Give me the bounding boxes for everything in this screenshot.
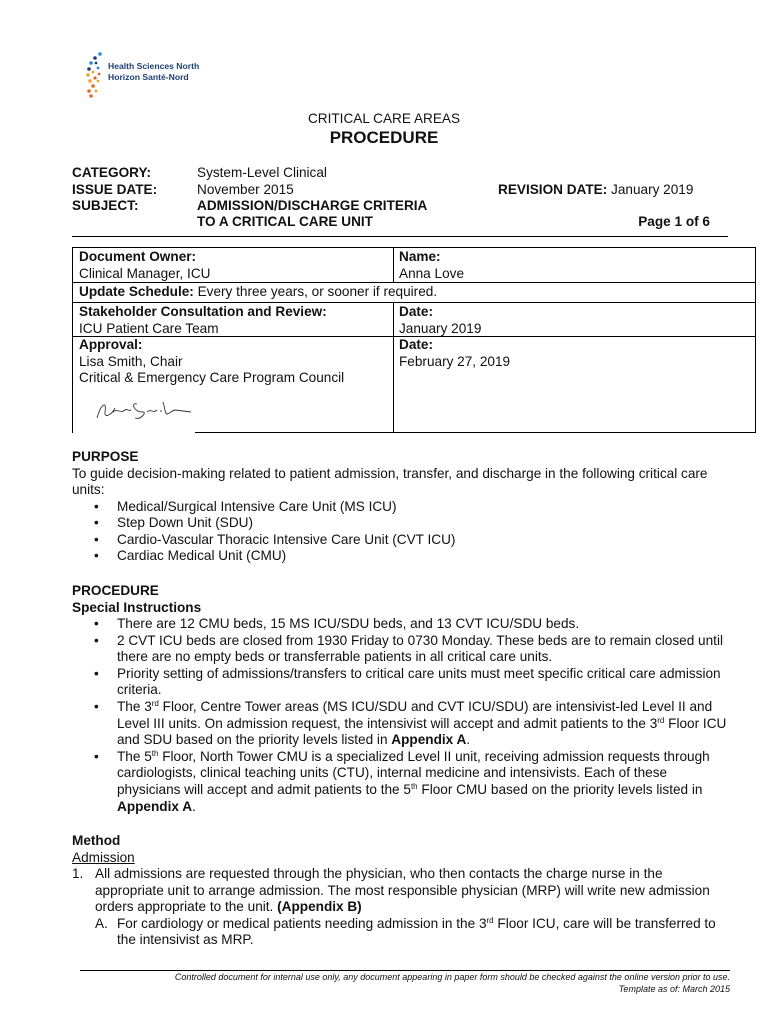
method-step-1 bbox=[72, 866, 732, 916]
document-control-table bbox=[72, 247, 756, 433]
procedure-heading: PROCEDURE bbox=[72, 583, 159, 598]
special-instructions-heading: Special Instructions bbox=[72, 599, 202, 615]
stakeholder-value: ICU Patient Care Team bbox=[79, 320, 219, 336]
step-number: 1. bbox=[72, 866, 84, 882]
list-item: • Cardio-Vascular Thoracic Intensive Care Unit (CVT ICU) bbox=[72, 532, 732, 549]
stakeholder-label: Stakeholder Consultation and Review: bbox=[79, 304, 327, 319]
name-value: Anna Love bbox=[399, 265, 465, 281]
appendix-a-ref: Appendix A bbox=[117, 798, 193, 814]
schedule-label: Update Schedule: bbox=[79, 284, 194, 299]
list-item: • Step Down Unit (SDU) bbox=[72, 515, 732, 532]
footer-template-date: Template as of: March 2015 bbox=[618, 984, 730, 994]
subject-line-1: ADMISSION/DISCHARGE CRITERIA bbox=[197, 198, 428, 213]
list-item bbox=[72, 749, 732, 815]
approval-label: Approval: bbox=[79, 337, 143, 352]
method-section bbox=[72, 833, 732, 949]
header-divider bbox=[72, 236, 728, 237]
owner-cell bbox=[73, 248, 393, 283]
subject-label: SUBJECT: bbox=[72, 198, 139, 213]
step-1-text: All admissions are requested through the physician, who then contacts the charge nurse in the appropriate unit to arrange admission. The most responsible physician (MRP) will write new admission orders appropriate to the unit. bbox=[95, 866, 710, 915]
list-item: • Cardiac Medical Unit (CMU) bbox=[72, 548, 732, 565]
b4-b: Floor, Centre Tower areas (MS ICU/SDU and CVT ICU/SDU) are intensivist-led Level II and Level III units. On admission request, the intensivist will accept and admit patients to the 3 bbox=[117, 699, 713, 731]
name-label: Name: bbox=[399, 249, 441, 264]
footer-disclaimer: Controlled document for internal use only, any document appearing in paper form should be checked against the online version prior to use. bbox=[174, 972, 730, 982]
stakeholder-cell bbox=[73, 303, 393, 338]
purpose-heading: PURPOSE bbox=[72, 449, 139, 464]
logo-line-en: Health Sciences North bbox=[108, 61, 200, 71]
footer-divider bbox=[80, 970, 730, 971]
list-item: • Medical/Surgical Intensive Care Unit (MS ICU) bbox=[72, 499, 732, 516]
revision-value: January 2019 bbox=[611, 182, 694, 197]
approval-date-value: February 27, 2019 bbox=[399, 353, 511, 369]
table-corner-gap bbox=[73, 431, 195, 435]
list-item: • Priority setting of admissions/transfers to critical care units must meet specific critical care admission criteria. bbox=[72, 666, 732, 699]
step-a-text-b: Floor ICU, care will be transferred to the intensivist as MRP. bbox=[117, 915, 716, 948]
b5-sup2: th bbox=[410, 781, 418, 791]
b4-sup2: rd bbox=[657, 715, 665, 725]
purpose-section bbox=[72, 449, 732, 565]
page-number: Page 1 of 6 bbox=[638, 214, 710, 229]
revision-date bbox=[498, 182, 693, 199]
approval-date-cell bbox=[393, 336, 755, 371]
owner-label: Document Owner: bbox=[79, 249, 197, 264]
list-item bbox=[72, 699, 732, 749]
category-value: System-Level Clinical bbox=[197, 165, 327, 180]
schedule-cell bbox=[73, 283, 755, 302]
signature-image bbox=[91, 394, 196, 424]
b4-end: . bbox=[466, 732, 471, 748]
b5-sup1: th bbox=[151, 748, 159, 758]
method-heading: Method bbox=[72, 833, 121, 848]
revision-label: REVISION DATE: bbox=[498, 182, 608, 197]
schedule-value: Every three years, or sooner if required. bbox=[197, 284, 438, 299]
unit-list bbox=[72, 499, 732, 565]
appendix-a-ref: Appendix A bbox=[391, 732, 467, 748]
issue-date-label: ISSUE DATE: bbox=[72, 182, 158, 197]
instructions-list bbox=[72, 616, 732, 815]
logo-dots-icon bbox=[84, 50, 110, 100]
method-step-1a bbox=[72, 916, 732, 949]
purpose-text: To guide decision-making related to patient admission, transfer, and discharge in the following critical care units: bbox=[72, 465, 708, 498]
b5-end: . bbox=[192, 798, 196, 814]
list-item: • 2 CVT ICU beds are closed from 1930 Friday to 0730 Monday. These beds are to remain closed until there are no empty beds or transferrable patients in all critical care units. bbox=[72, 633, 732, 666]
approval-cell bbox=[73, 336, 393, 388]
review-date-cell bbox=[393, 303, 755, 338]
approver-name: Lisa Smith, Chair bbox=[79, 353, 183, 369]
subject-line-2: TO A CRITICAL CARE UNIT bbox=[197, 214, 373, 229]
area-heading: CRITICAL CARE AREAS bbox=[307, 111, 461, 126]
step-a-text-a: For cardiology or medical patients needing admission in the 3 bbox=[117, 915, 487, 931]
review-date-label: Date: bbox=[399, 304, 433, 319]
issue-date-value: November 2015 bbox=[197, 182, 294, 197]
name-cell bbox=[393, 248, 755, 283]
b4-c: Floor ICU and SDU based on the priority levels listed in bbox=[117, 715, 727, 748]
review-date-value: January 2019 bbox=[399, 320, 482, 336]
b5-a: The 5 bbox=[117, 748, 152, 764]
admission-heading: Admission bbox=[72, 849, 135, 865]
step-a-sup: rd bbox=[486, 915, 494, 925]
owner-value: Clinical Manager, ICU bbox=[79, 265, 211, 281]
logo-line-fr: Horizon Santé-Nord bbox=[108, 72, 189, 82]
hospital-logo bbox=[84, 50, 234, 100]
b5-c: Floor CMU based on the priority levels listed in bbox=[417, 781, 703, 797]
approval-date-label: Date: bbox=[399, 337, 433, 352]
page-title: PROCEDURE bbox=[329, 128, 439, 147]
step-letter: A. bbox=[95, 915, 108, 931]
appendix-b-ref: (Appendix B) bbox=[277, 899, 362, 915]
b4-sup1: rd bbox=[151, 699, 159, 709]
approver-council: Critical & Emergency Care Program Council bbox=[79, 370, 345, 386]
b5-b: Floor, North Tower CMU is a specialized Level II unit, receiving admission requests through cardiologists, clinical teaching units (CTU), internal medicine and intensivists. Each of these physicians will accept and admit patients to the 5 bbox=[117, 748, 710, 797]
b4-a: The 3 bbox=[117, 699, 152, 715]
category-label: CATEGORY: bbox=[72, 165, 152, 180]
list-item: • There are 12 CMU beds, 15 MS ICU/SDU beds, and 13 CVT ICU/SDU beds. bbox=[72, 616, 732, 633]
procedure-section bbox=[72, 583, 732, 815]
